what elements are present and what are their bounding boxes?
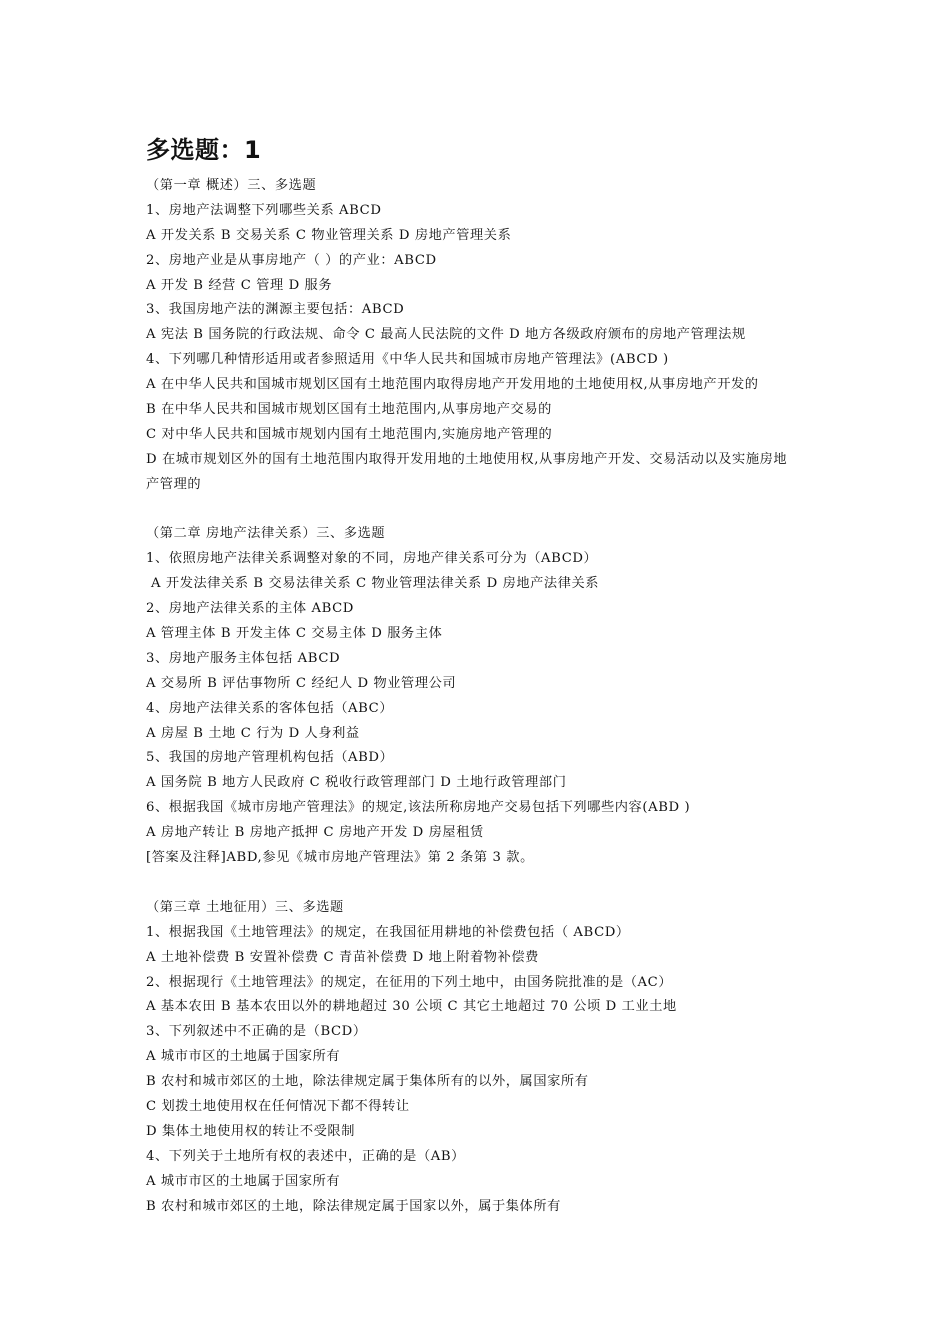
- page-title: 多选题：1: [146, 136, 262, 164]
- text-line: 4、房地产法律关系的客体包括（ABC）: [146, 700, 394, 716]
- text-line: C 对中华人民共和国城市规划内国有土地范围内,实施房地产管理的: [146, 426, 553, 442]
- text-line: 3、我国房地产法的渊源主要包括：ABCD: [146, 302, 405, 318]
- section-header: （第三章 土地征用）三、多选题: [146, 899, 344, 915]
- text-line: A 在中华人民共和国城市规划区国有土地范围内取得房地产开发用地的土地使用权,从事房地产开发的: [146, 377, 759, 393]
- text-line: D 集体土地使用权的转让不受限制: [146, 1123, 355, 1139]
- section-header: （第二章 房地产法律关系）三、多选题: [146, 526, 386, 542]
- text-line: B 在中华人民共和国城市规划区国有土地范围内,从事房地产交易的: [146, 402, 552, 418]
- text-line: C 划拨土地使用权在任何情况下都不得转让: [146, 1098, 410, 1114]
- text-line: A 基本农田 B 基本农田以外的耕地超过 30 公顷 C 其它土地超过 70 公顷 D 工业土地: [146, 999, 677, 1015]
- document-body: [146, 174, 826, 1219]
- text-line: 1、房地产法调整下列哪些关系 ABCD: [146, 202, 382, 218]
- text-line: [答案及注释]ABD,参见《城市房地产管理法》第 2 条第 3 款。: [146, 850, 534, 866]
- text-line: 6、根据我国《城市房地产管理法》的规定,该法所称房地产交易包括下列哪些内容(ABD ): [146, 800, 691, 816]
- text-line: A 房地产转让 B 房地产抵押 C 房地产开发 D 房屋租赁: [146, 825, 484, 841]
- text-line: 2、根据现行《土地管理法》的规定，在征用的下列土地中，由国务院批准的是（AC）: [146, 974, 673, 990]
- text-line: 2、房地产业是从事房地产（ ）的产业：ABCD: [146, 252, 437, 268]
- blank-line: [146, 498, 826, 523]
- text-line: A 宪法 B 国务院的行政法规、命令 C 最高人民法院的文件 D 地方各级政府颁布的房地产管理法规: [146, 327, 746, 343]
- section-header: （第一章 概述）三、多选题: [146, 178, 317, 193]
- text-line: 3、下列叙述中不正确的是（BCD）: [146, 1024, 367, 1040]
- text-line: A 土地补偿费 B 安置补偿费 C 青苗补偿费 D 地上附着物补偿费: [146, 949, 539, 965]
- text-line: A 开发关系 B 交易关系 C 物业管理关系 D 房地产管理关系: [146, 227, 512, 243]
- text-line: 5、我国的房地产管理机构包括（ABD）: [146, 750, 394, 766]
- text-line: D 在城市规划区外的国有土地范围内取得开发用地的土地使用权,从事房地产开发、交易活动以及实施房地: [146, 451, 788, 467]
- text-line: B 农村和城市郊区的土地，除法律规定属于集体所有的以外，属国家所有: [146, 1074, 589, 1090]
- text-line: 2、房地产法律关系的主体 ABCD: [146, 601, 354, 617]
- text-line: 4、下列关于土地所有权的表述中，正确的是（AB）: [146, 1148, 465, 1164]
- text-line: A 城市市区的土地属于国家所有: [146, 1049, 341, 1065]
- text-line: 1、根据我国《土地管理法》的规定，在我国征用耕地的补偿费包括（ ABCD）: [146, 924, 630, 940]
- text-line: 产管理的: [146, 476, 202, 492]
- text-line: A 交易所 B 评估事物所 C 经纪人 D 物业管理公司: [146, 675, 457, 691]
- text-line: A 开发法律关系 B 交易法律关系 C 物业管理法律关系 D 房地产法律关系: [151, 576, 600, 592]
- text-line: A 城市市区的土地属于国家所有: [146, 1173, 341, 1189]
- text-line: A 国务院 B 地方人民政府 C 税收行政管理部门 D 土地行政管理部门: [146, 775, 567, 791]
- text-line: 3、房地产服务主体包括 ABCD: [146, 650, 341, 666]
- text-line: A 管理主体 B 开发主体 C 交易主体 D 服务主体: [146, 626, 443, 642]
- text-line: B 农村和城市郊区的土地，除法律规定属于国家以外，属于集体所有: [146, 1198, 561, 1214]
- text-line: 4、下列哪几种情形适用或者参照适用《中华人民共和国城市房地产管理法》(ABCD ): [146, 352, 669, 368]
- text-line: 1、依照房地产法律关系调整对象的不同，房地产律关系可分为（ABCD）: [146, 551, 598, 567]
- text-line: A 房屋 B 土地 C 行为 D 人身利益: [146, 725, 360, 741]
- blank-line: [146, 871, 826, 896]
- text-line: A 开发 B 经营 C 管理 D 服务: [146, 277, 333, 293]
